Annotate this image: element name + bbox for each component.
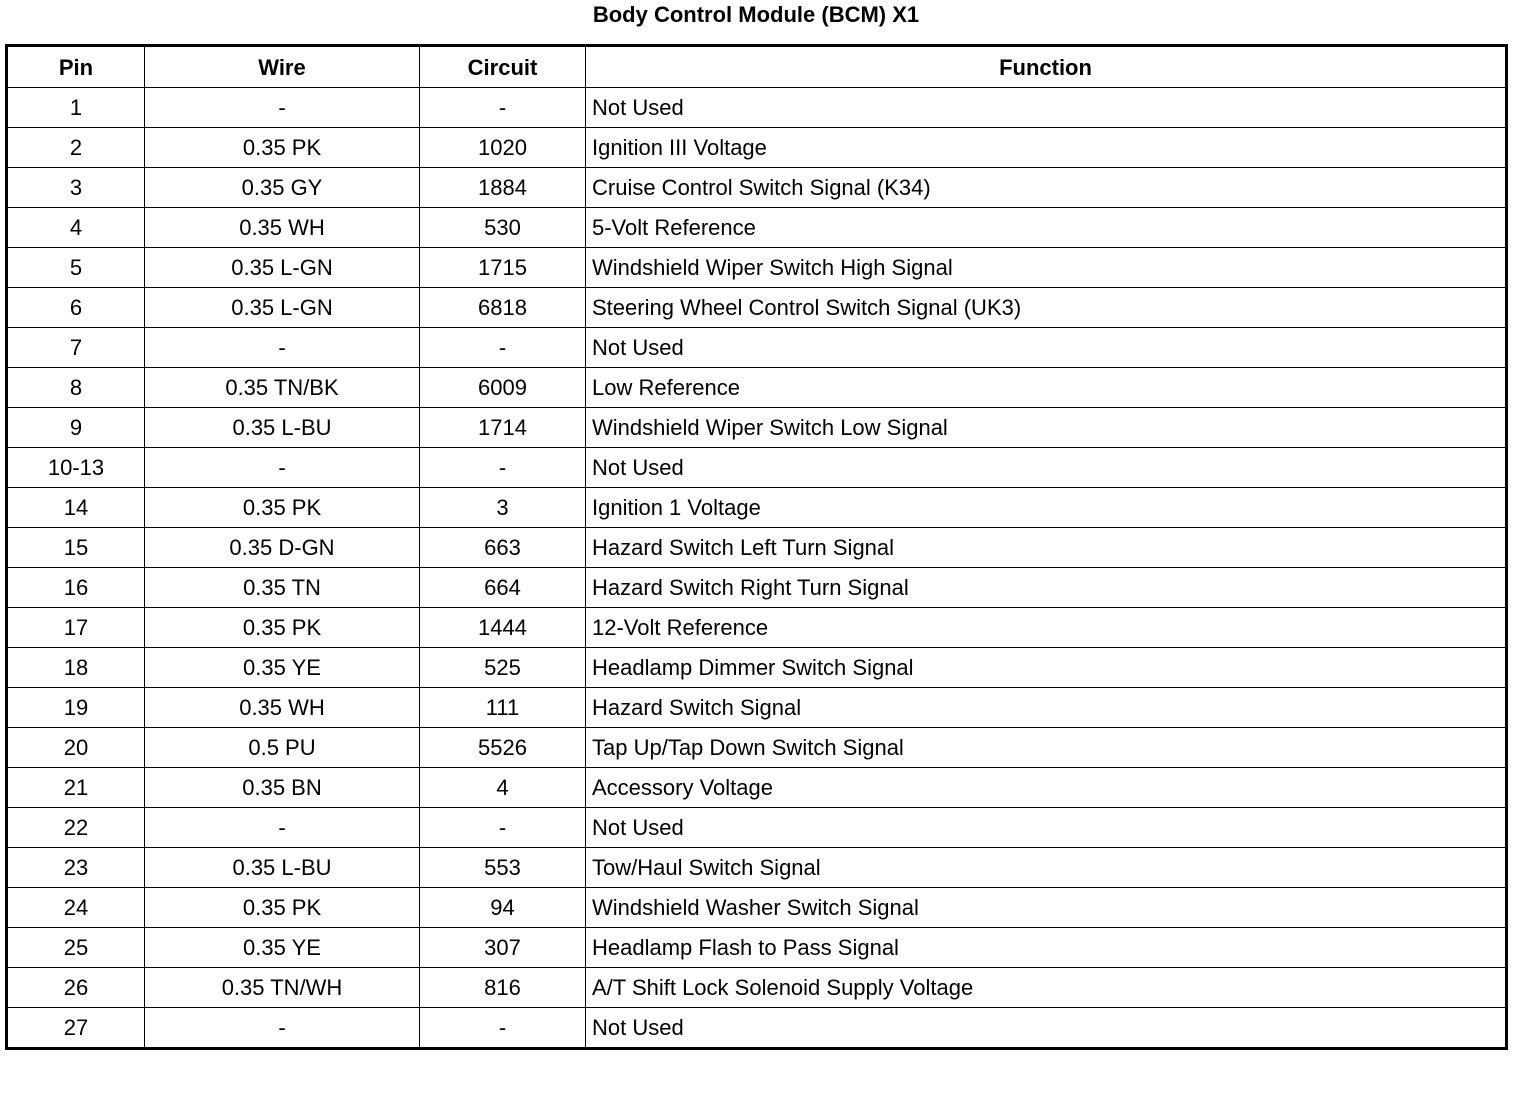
table-row xyxy=(7,128,1507,168)
function-cell: Ignition 1 Voltage xyxy=(586,488,1507,528)
function-cell: Tow/Haul Switch Signal xyxy=(586,848,1507,888)
pin-cell: 7 xyxy=(7,328,145,368)
pin-cell: 4 xyxy=(7,208,145,248)
wire-cell: 0.35 WH xyxy=(145,688,420,728)
circuit-cell: 6818 xyxy=(420,288,586,328)
wire-cell: 0.35 YE xyxy=(145,928,420,968)
document-title: Body Control Module (BCM) X1 xyxy=(592,2,920,27)
table-row xyxy=(7,208,1507,248)
pin-cell: 20 xyxy=(7,728,145,768)
circuit-cell: 307 xyxy=(420,928,586,968)
pin-cell: 27 xyxy=(7,1008,145,1049)
wire-cell: 0.35 PK xyxy=(145,488,420,528)
circuit-cell: - xyxy=(420,88,586,128)
pin-cell: 3 xyxy=(7,168,145,208)
pin-cell: 19 xyxy=(7,688,145,728)
function-cell: Hazard Switch Left Turn Signal xyxy=(586,528,1507,568)
table-body xyxy=(7,88,1507,1049)
table-row xyxy=(7,528,1507,568)
function-cell: Headlamp Flash to Pass Signal xyxy=(586,928,1507,968)
wire-cell: 0.35 TN xyxy=(145,568,420,608)
circuit-cell: 1714 xyxy=(420,408,586,448)
pin-cell: 23 xyxy=(7,848,145,888)
pin-cell: 22 xyxy=(7,808,145,848)
table-row xyxy=(7,488,1507,528)
column-header-circuit: Circuit xyxy=(420,46,586,88)
circuit-cell: 525 xyxy=(420,648,586,688)
table-row xyxy=(7,568,1507,608)
table-row xyxy=(7,168,1507,208)
function-cell: Headlamp Dimmer Switch Signal xyxy=(586,648,1507,688)
wire-cell: 0.35 TN/WH xyxy=(145,968,420,1008)
wire-cell: 0.35 PK xyxy=(145,608,420,648)
column-header-wire: Wire xyxy=(145,46,420,88)
function-cell: Steering Wheel Control Switch Signal (UK3) xyxy=(586,288,1507,328)
table-row xyxy=(7,968,1507,1008)
wire-cell: 0.35 D-GN xyxy=(145,528,420,568)
circuit-cell: - xyxy=(420,1008,586,1049)
wire-cell: 0.35 L-GN xyxy=(145,288,420,328)
pin-cell: 8 xyxy=(7,368,145,408)
wire-cell: - xyxy=(145,448,420,488)
function-cell: Not Used xyxy=(586,448,1507,488)
function-cell: Tap Up/Tap Down Switch Signal xyxy=(586,728,1507,768)
table-row xyxy=(7,688,1507,728)
circuit-cell: - xyxy=(420,448,586,488)
circuit-cell: 6009 xyxy=(420,368,586,408)
table-row xyxy=(7,848,1507,888)
circuit-cell: 1020 xyxy=(420,128,586,168)
table-row xyxy=(7,888,1507,928)
pin-cell: 15 xyxy=(7,528,145,568)
pin-cell: 6 xyxy=(7,288,145,328)
pin-cell: 24 xyxy=(7,888,145,928)
table-row xyxy=(7,368,1507,408)
pin-cell: 10-13 xyxy=(7,448,145,488)
table-row xyxy=(7,728,1507,768)
table-header xyxy=(7,46,1507,88)
wire-cell: 0.5 PU xyxy=(145,728,420,768)
function-cell: Not Used xyxy=(586,808,1507,848)
circuit-cell: 663 xyxy=(420,528,586,568)
circuit-cell: 816 xyxy=(420,968,586,1008)
circuit-cell: 664 xyxy=(420,568,586,608)
circuit-cell: 5526 xyxy=(420,728,586,768)
table-row xyxy=(7,328,1507,368)
table-row xyxy=(7,808,1507,848)
function-cell: Hazard Switch Right Turn Signal xyxy=(586,568,1507,608)
function-cell: Ignition III Voltage xyxy=(586,128,1507,168)
function-cell: Windshield Wiper Switch High Signal xyxy=(586,248,1507,288)
function-cell: Windshield Wiper Switch Low Signal xyxy=(586,408,1507,448)
function-cell: Not Used xyxy=(586,1008,1507,1049)
table-row xyxy=(7,248,1507,288)
wire-cell: - xyxy=(145,328,420,368)
circuit-cell: 1444 xyxy=(420,608,586,648)
function-cell: Accessory Voltage xyxy=(586,768,1507,808)
pin-cell: 25 xyxy=(7,928,145,968)
function-cell: Cruise Control Switch Signal (K34) xyxy=(586,168,1507,208)
circuit-cell: 553 xyxy=(420,848,586,888)
table-row xyxy=(7,1008,1507,1049)
wire-cell: 0.35 L-BU xyxy=(145,848,420,888)
column-header-function: Function xyxy=(586,46,1507,88)
pin-cell: 2 xyxy=(7,128,145,168)
circuit-cell: - xyxy=(420,328,586,368)
pin-cell: 18 xyxy=(7,648,145,688)
wire-cell: 0.35 BN xyxy=(145,768,420,808)
circuit-cell: - xyxy=(420,808,586,848)
table-row xyxy=(7,928,1507,968)
wire-cell: 0.35 L-GN xyxy=(145,248,420,288)
wire-cell: 0.35 PK xyxy=(145,128,420,168)
wire-cell: - xyxy=(145,88,420,128)
function-cell: 5-Volt Reference xyxy=(586,208,1507,248)
function-cell: Windshield Washer Switch Signal xyxy=(586,888,1507,928)
circuit-cell: 1884 xyxy=(420,168,586,208)
table-row xyxy=(7,448,1507,488)
function-cell: 12-Volt Reference xyxy=(586,608,1507,648)
wire-cell: 0.35 YE xyxy=(145,648,420,688)
pin-cell: 26 xyxy=(7,968,145,1008)
pin-cell: 16 xyxy=(7,568,145,608)
circuit-cell: 3 xyxy=(420,488,586,528)
pin-cell: 9 xyxy=(7,408,145,448)
table-header-row xyxy=(7,46,1507,88)
connector-pinout-table xyxy=(5,44,1508,1050)
wire-cell: 0.35 TN/BK xyxy=(145,368,420,408)
pin-cell: 5 xyxy=(7,248,145,288)
function-cell: A/T Shift Lock Solenoid Supply Voltage xyxy=(586,968,1507,1008)
pin-cell: 1 xyxy=(7,88,145,128)
pin-cell: 14 xyxy=(7,488,145,528)
function-cell: Hazard Switch Signal xyxy=(586,688,1507,728)
function-cell: Low Reference xyxy=(586,368,1507,408)
wire-cell: - xyxy=(145,1008,420,1049)
table-row xyxy=(7,288,1507,328)
table-row xyxy=(7,768,1507,808)
pin-cell: 21 xyxy=(7,768,145,808)
function-cell: Not Used xyxy=(586,88,1507,128)
circuit-cell: 530 xyxy=(420,208,586,248)
wire-cell: 0.35 GY xyxy=(145,168,420,208)
table-row xyxy=(7,608,1507,648)
function-cell: Not Used xyxy=(586,328,1507,368)
table-row xyxy=(7,408,1507,448)
circuit-cell: 94 xyxy=(420,888,586,928)
pin-cell: 17 xyxy=(7,608,145,648)
wire-cell: 0.35 PK xyxy=(145,888,420,928)
wire-cell: 0.35 L-BU xyxy=(145,408,420,448)
circuit-cell: 4 xyxy=(420,768,586,808)
table-row xyxy=(7,88,1507,128)
column-header-pin: Pin xyxy=(7,46,145,88)
table-row xyxy=(7,648,1507,688)
wire-cell: - xyxy=(145,808,420,848)
circuit-cell: 1715 xyxy=(420,248,586,288)
circuit-cell: 111 xyxy=(420,688,586,728)
wire-cell: 0.35 WH xyxy=(145,208,420,248)
